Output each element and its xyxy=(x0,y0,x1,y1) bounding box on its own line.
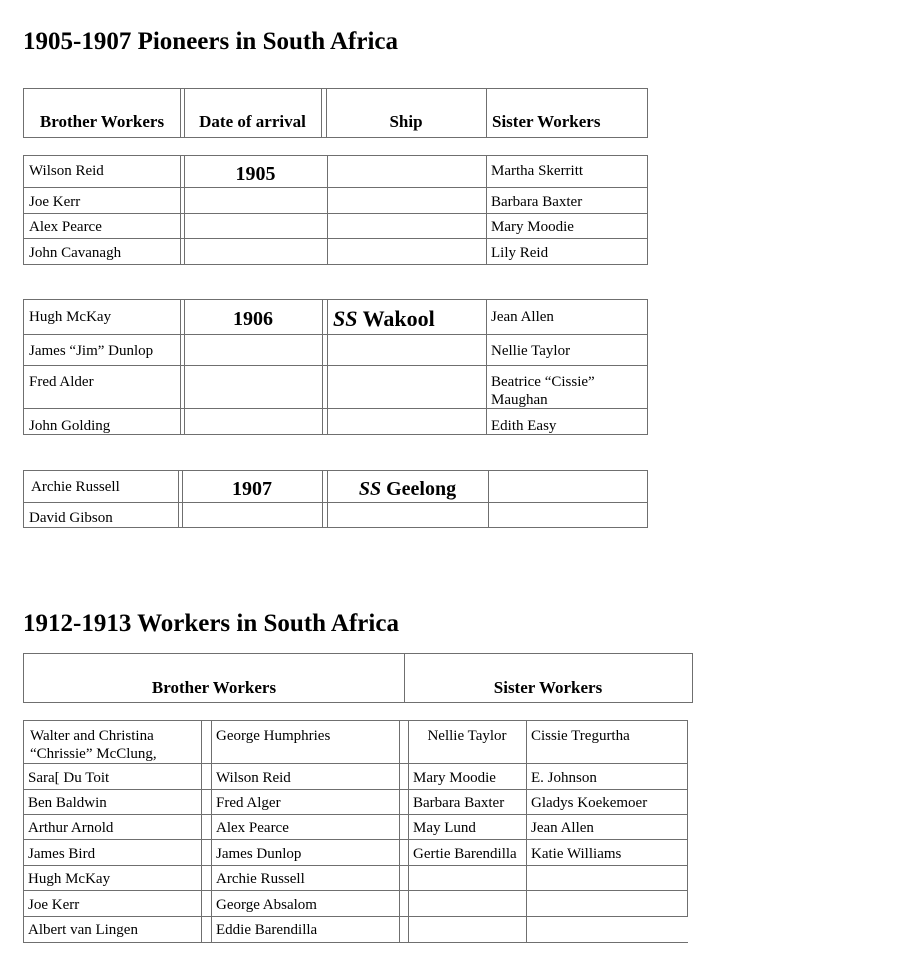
table-row: Arthur Arnold xyxy=(28,820,114,836)
section2-title: 1912-1913 Workers in South Africa xyxy=(23,610,399,637)
table-row: Archie Russell xyxy=(31,479,120,495)
section1-title: 1905-1907 Pioneers in South Africa xyxy=(23,28,398,55)
table-row: Cissie Tregurtha xyxy=(531,728,630,744)
table-row: Walter and Christina “Chrissie” McClung, xyxy=(30,728,157,762)
table-row: Fred Alder xyxy=(29,374,94,390)
table-row: Lily Reid xyxy=(491,245,549,261)
table-row: Wilson Reid xyxy=(216,770,291,786)
table-row: Albert van Lingen xyxy=(28,922,138,938)
table-row: Hugh McKay xyxy=(28,871,111,887)
table-row: Ben Baldwin xyxy=(28,795,107,811)
table-row: John Golding xyxy=(29,418,111,434)
table-row: Sara[ Du Toit xyxy=(28,770,110,786)
group-1906-year: 1906 xyxy=(233,308,273,330)
table-row: Alex Pearce xyxy=(216,820,289,836)
header-sister-workers: Sister Workers xyxy=(493,679,603,697)
group-1905-table xyxy=(23,155,648,265)
table-row: Wilson Reid xyxy=(29,163,104,179)
table-row: Eddie Barendilla xyxy=(216,922,318,938)
table-row: Jean Allen xyxy=(531,820,594,836)
table-row: Beatrice “Cissie” Maughan xyxy=(491,374,595,408)
table-row: Martha Skerritt xyxy=(491,163,584,179)
ship-name: Wakool xyxy=(362,306,435,331)
table-row: Alex Pearce xyxy=(29,219,102,235)
table-row: Joe Kerr xyxy=(28,897,80,913)
table-row: James Dunlop xyxy=(216,846,302,862)
workers-header-table xyxy=(23,653,693,703)
table-row: Katie Williams xyxy=(531,846,622,862)
ship-prefix: SS xyxy=(333,306,358,331)
table-row: E. Johnson xyxy=(531,770,597,786)
table-row: David Gibson xyxy=(29,510,113,526)
table-row: George Absalom xyxy=(216,897,317,913)
ship-prefix: SS xyxy=(358,478,382,500)
table-row: Fred Alger xyxy=(216,795,281,811)
table-row: Nellie Taylor xyxy=(491,343,571,359)
header-brother-workers: Brother Workers xyxy=(151,679,277,697)
group-1906-ship xyxy=(327,306,486,332)
ship-name: Geelong xyxy=(386,478,457,500)
header-ship: Ship xyxy=(389,113,423,131)
group-1907-year: 1907 xyxy=(232,478,272,500)
table-row: James Bird xyxy=(28,846,96,862)
table-row: George Humphries xyxy=(216,728,331,744)
group-1905-year: 1905 xyxy=(235,163,276,185)
group-1907-table xyxy=(23,470,648,528)
group-1907-ship xyxy=(327,476,488,502)
table-row: Gladys Koekemoer xyxy=(531,795,648,811)
table-row: James “Jim” Dunlop xyxy=(29,343,154,359)
workers-body-table xyxy=(23,720,689,943)
table-row: Barbara Baxter xyxy=(491,194,583,210)
header-sister-workers: Sister Workers xyxy=(492,113,601,131)
table-row: Edith Easy xyxy=(491,418,557,434)
table-row: Barbara Baxter xyxy=(413,795,505,811)
group-1906-table xyxy=(23,299,648,435)
table-row: Joe Kerr xyxy=(29,194,81,210)
table-row: Mary Moodie xyxy=(491,219,574,235)
pioneers-header-table xyxy=(23,88,648,138)
table-row: Nellie Taylor xyxy=(427,728,507,744)
table-row: Jean Allen xyxy=(491,309,554,325)
table-row: Mary Moodie xyxy=(413,770,496,786)
table-row: Gertie Barendilla xyxy=(413,846,517,862)
table-row: Hugh McKay xyxy=(29,309,112,325)
header-date-of-arrival: Date of arrival xyxy=(199,113,306,131)
table-row: John Cavanagh xyxy=(29,245,122,261)
table-row: May Lund xyxy=(413,820,476,836)
header-brother-workers: Brother Workers xyxy=(39,113,165,131)
table-row: Archie Russell xyxy=(216,871,305,887)
